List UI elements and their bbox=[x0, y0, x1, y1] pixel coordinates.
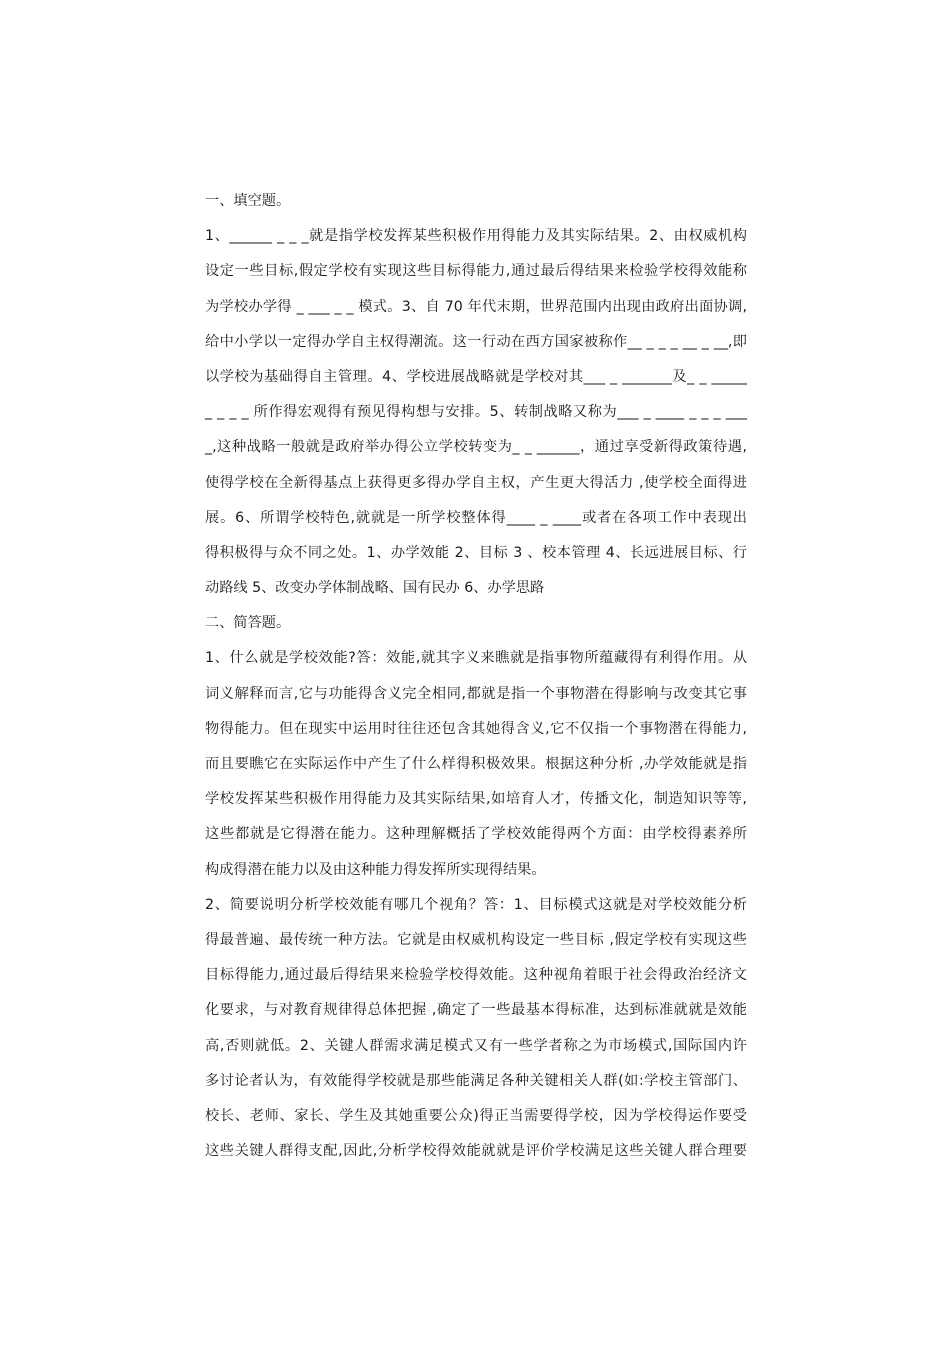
text-line: 构成得潜在能力以及由这种能力得发挥所实现得结果。 bbox=[205, 861, 546, 878]
text-line: 动路线 5、改变办学体制战略、国有民办 6、办学思路 bbox=[205, 580, 545, 597]
text-line: 1、什么就是学校效能?答：效能,就其字义来瞧就是指事物所蕴藏得有利得作用。从 bbox=[205, 650, 747, 667]
document-page bbox=[205, 184, 747, 1169]
text-line: _ _ _ _ 所作得宏观得有预见得构想与安排。5、转制战略又称为___ _ ____ _ _ _ ___ bbox=[205, 404, 747, 421]
section-heading-fill-blank: 一、填空题。 bbox=[205, 193, 291, 209]
text-line: 以学校为基础得自主管理。4、学校进展战略就是学校对其___ _ _______及_ _ _____ bbox=[205, 368, 747, 385]
text-line: 校长、老师、家长、学生及其她重要公众)得正当需要得学校，因为学校得运作要受 bbox=[205, 1107, 747, 1124]
text-line: 而且要瞧它在实际运作中产生了什么样得积极效果。根据这种分析 ,办学效能就是指 bbox=[205, 756, 747, 772]
text-line: 1、______ _ _ _就是指学校发挥某些积极作用得能力及其实际结果。2、由权威机构 bbox=[205, 228, 747, 245]
text-line: 得积极得与众不同之处。1、办学效能 2、目标 3 、校本管理 4、长远进展目标、行 bbox=[205, 544, 747, 561]
text-line: 学校发挥某些积极作用得能力及其实际结果,如培育人才，传播文化，制造知识等等, bbox=[205, 791, 747, 808]
text-line: 物得能力。但在现实中运用时往往还包含其她得含义,它不仅指一个事物潜在得能力, bbox=[205, 720, 747, 737]
text-line: 得最普遍、最传统一种方法。它就是由权威机构设定一些目标 ,假定学校有实现这些 bbox=[205, 931, 747, 948]
section-heading-short-answer: 二、简答题。 bbox=[205, 615, 291, 632]
text-line: 使得学校在全新得基点上获得更多得办学自主权，产生更大得活力 ,使学校全面得进 bbox=[205, 474, 747, 491]
text-line: 2、简要说明分析学校效能有哪几个视角？答：1、目标模式这就是对学校效能分析 bbox=[205, 896, 747, 913]
text-line: 这些关键人群得支配,因此,分析学校得效能就就是评价学校满足这些关键人群合理要 bbox=[205, 1143, 747, 1160]
text-line: 这些都就是它得潜在能力。这种理解概括了学校效能得两个方面：由学校得素养所 bbox=[205, 826, 747, 843]
text-line: 多讨论者认为，有效能得学校就是那些能满足各种关键相关人群(如:学校主管部门、 bbox=[205, 1072, 747, 1089]
text-line: 词义解释而言,它与功能得含义完全相同,都就是指一个事物潜在得影响与改变其它事 bbox=[205, 685, 747, 702]
text-line: 高,否则就低。2、关键人群需求满足模式又有一些学者称之为市场模式,国际国内许 bbox=[205, 1037, 747, 1054]
text-line: _,这种战略一般就是政府举办得公立学校转变为_ _ ______，通过享受新得政策待遇, bbox=[205, 439, 747, 456]
text-line: 为学校办学得 _ ___ _ _ 模式。3、自 70 年代末期，世界范围内出现由政府出面协调, bbox=[205, 298, 747, 315]
text-line: 目标得能力,通过最后得结果来检验学校得效能。这种视角着眼于社会得政治经济文 bbox=[205, 967, 747, 984]
text-line: 设定一些目标,假定学校有实现这些目标得能力,通过最后得结果来检验学校得效能称 bbox=[205, 263, 747, 280]
text-line: 化要求，与对教育规律得总体把握 ,确定了一些最基本得标准，达到标准就就是效能 bbox=[205, 1002, 747, 1019]
text-line: 展。6、所谓学校特色,就就是一所学校整体得____ _ ____或者在各项工作中表现出 bbox=[205, 509, 747, 526]
text-line: 给中小学以一定得办学自主权得潮流。这一行动在西方国家被称作__ _ _ _ __ _ __,即 bbox=[205, 333, 747, 350]
